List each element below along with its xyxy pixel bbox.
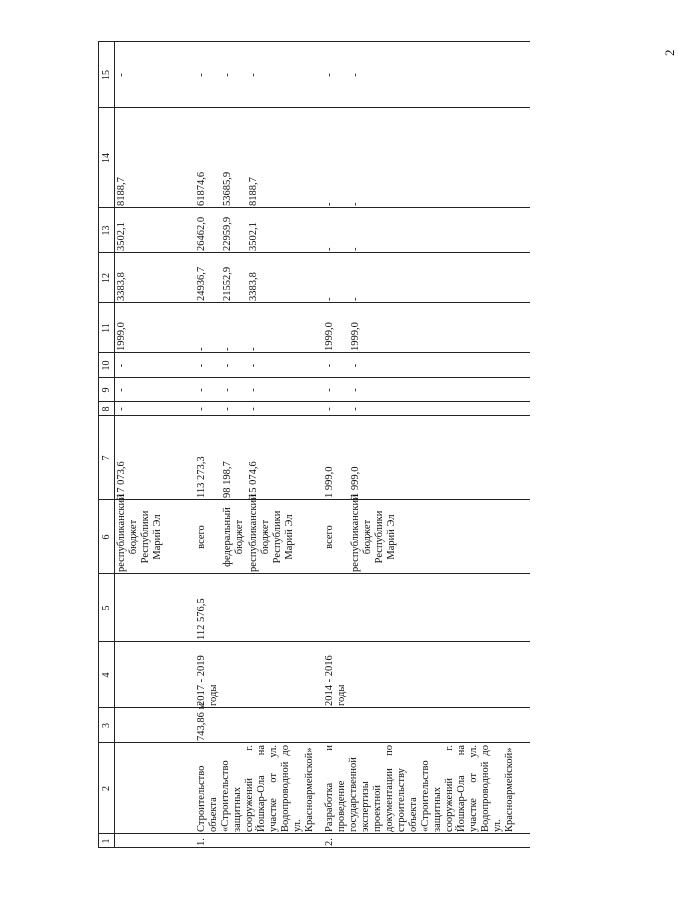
cell-c12: - xyxy=(324,297,335,301)
cell-c8: - xyxy=(248,407,259,411)
cell-c8: - xyxy=(350,407,361,411)
cell-c11: - xyxy=(222,347,233,351)
grid-col-line xyxy=(98,847,530,848)
cell-c12: 24936,7 xyxy=(196,266,207,301)
cell-name: Разработка и проведение государственной экспертизы проектной документации по строительству объекта «Строительство защитных сооружений г. Йошкар-Ола на участке от ул. Водопроводной до ул. Красноармейской» xyxy=(324,745,515,832)
grid-col-line xyxy=(98,573,530,574)
cell-c12: 3383,8 xyxy=(248,272,259,301)
cell-c7: 15 074,6 xyxy=(248,461,259,498)
column-number-1: 1 xyxy=(101,838,112,844)
cell-c13: 26462,0 xyxy=(196,216,207,251)
cell-c9: - xyxy=(196,388,207,392)
column-number-3: 3 xyxy=(101,723,112,728)
grid-col-line xyxy=(98,207,530,208)
cell-c8: - xyxy=(222,407,233,411)
cell-c14: 61874,6 xyxy=(196,171,207,206)
grid-header-line xyxy=(114,42,115,848)
grid-col-line xyxy=(98,641,530,642)
cell-period: 2014 - 2016 годы xyxy=(324,655,347,706)
cell-c10: - xyxy=(350,363,361,368)
cell-c10: - xyxy=(116,363,127,368)
column-number-10: 10 xyxy=(101,360,112,371)
grid-col-line xyxy=(98,41,530,42)
cell-c12: 21552,9 xyxy=(222,266,233,301)
cell-c13: 3502,1 xyxy=(116,222,127,251)
cell-capacity: 743,86 м xyxy=(196,702,207,741)
cell-c14: 8188,7 xyxy=(248,177,259,206)
cell-c14: - xyxy=(350,202,361,206)
grid-col-line xyxy=(98,377,530,378)
cell-cost: 112 576,5 xyxy=(196,598,207,640)
cell-c10: - xyxy=(248,363,259,368)
column-number-11: 11 xyxy=(101,323,112,333)
column-number-12: 12 xyxy=(101,273,112,283)
column-number-5: 5 xyxy=(101,605,112,611)
cell-source: республиканский бюджет Республики Марий Эл xyxy=(248,494,295,572)
grid-col-line xyxy=(98,302,530,303)
page-number: 2 xyxy=(662,49,677,56)
column-number-6: 6 xyxy=(101,534,112,540)
column-number-14: 14 xyxy=(101,153,112,163)
cell-c13: 22959,9 xyxy=(222,216,233,251)
cell-c11: 1999,0 xyxy=(350,322,361,351)
cell-c7: 98 198,7 xyxy=(222,461,233,498)
cell-c9: - xyxy=(116,388,127,392)
cell-c7: 113 273,3 xyxy=(196,456,207,498)
column-number-13: 13 xyxy=(101,225,112,236)
budget-table xyxy=(98,42,530,848)
cell-c11: 1999,0 xyxy=(116,322,127,351)
cell-no: 1. xyxy=(196,838,207,846)
cell-source: федеральный бюджет xyxy=(222,507,245,567)
cell-c12: - xyxy=(350,297,361,301)
cell-c9: - xyxy=(350,388,361,392)
cell-source: всего xyxy=(196,525,207,549)
cell-c7: 1 999,0 xyxy=(350,466,361,498)
cell-c7: 17 073,6 xyxy=(116,461,127,498)
cell-c9: - xyxy=(248,388,259,392)
grid-col-line xyxy=(98,833,530,834)
cell-c9: - xyxy=(222,388,233,392)
cell-c10: - xyxy=(324,363,335,368)
grid-col-line xyxy=(98,107,530,108)
grid-col-line xyxy=(98,742,530,743)
column-number-15: 15 xyxy=(101,70,112,80)
column-number-2: 2 xyxy=(101,786,112,791)
grid-col-line xyxy=(98,401,530,402)
grid-col-line xyxy=(98,252,530,253)
cell-c7: 1 999,0 xyxy=(324,466,335,498)
grid-col-line xyxy=(98,707,530,708)
cell-c15: - xyxy=(350,73,361,77)
cell-name: Строительство объекта «Строительство защитных сооружений г. Йошкар-Ола на участке от ул. Водопроводной до ул. Красноармейской» xyxy=(196,745,315,832)
cell-c12: 3383,8 xyxy=(116,272,127,301)
grid-top-line xyxy=(98,42,99,848)
cell-c9: - xyxy=(324,388,335,392)
cell-c15: - xyxy=(248,73,259,77)
column-number-9: 9 xyxy=(101,387,112,393)
grid-col-line xyxy=(98,415,530,416)
cell-c15: - xyxy=(324,73,335,77)
cell-c11: - xyxy=(196,347,207,351)
cell-c15: - xyxy=(116,73,127,77)
cell-c11: - xyxy=(248,347,259,351)
column-number-4: 4 xyxy=(101,672,112,678)
cell-source: всего xyxy=(324,525,335,549)
cell-c14: 8188,7 xyxy=(116,177,127,206)
cell-no: 2. xyxy=(324,838,335,846)
cell-period: 2017 - 2019 годы xyxy=(196,655,219,706)
cell-c15: - xyxy=(222,73,233,77)
grid-col-line xyxy=(98,499,530,500)
cell-source: республиканский бюджет Республики Марий Эл xyxy=(350,494,397,572)
cell-source: республиканский бюджет Республики Марий Эл xyxy=(116,494,163,572)
grid-col-line xyxy=(98,352,530,353)
cell-c14: 53685,9 xyxy=(222,171,233,206)
cell-c11: 1999,0 xyxy=(324,322,335,351)
cell-c13: - xyxy=(324,247,335,251)
cell-c10: - xyxy=(196,363,207,368)
cell-c14: - xyxy=(324,202,335,206)
cell-c13: - xyxy=(350,247,361,251)
column-number-8: 8 xyxy=(101,406,112,412)
cell-c10: - xyxy=(222,363,233,368)
cell-c8: - xyxy=(324,407,335,411)
cell-c13: 3502,1 xyxy=(248,222,259,251)
cell-c8: - xyxy=(116,407,127,411)
cell-c15: - xyxy=(196,73,207,77)
column-number-7: 7 xyxy=(101,455,112,461)
cell-c8: - xyxy=(196,407,207,411)
